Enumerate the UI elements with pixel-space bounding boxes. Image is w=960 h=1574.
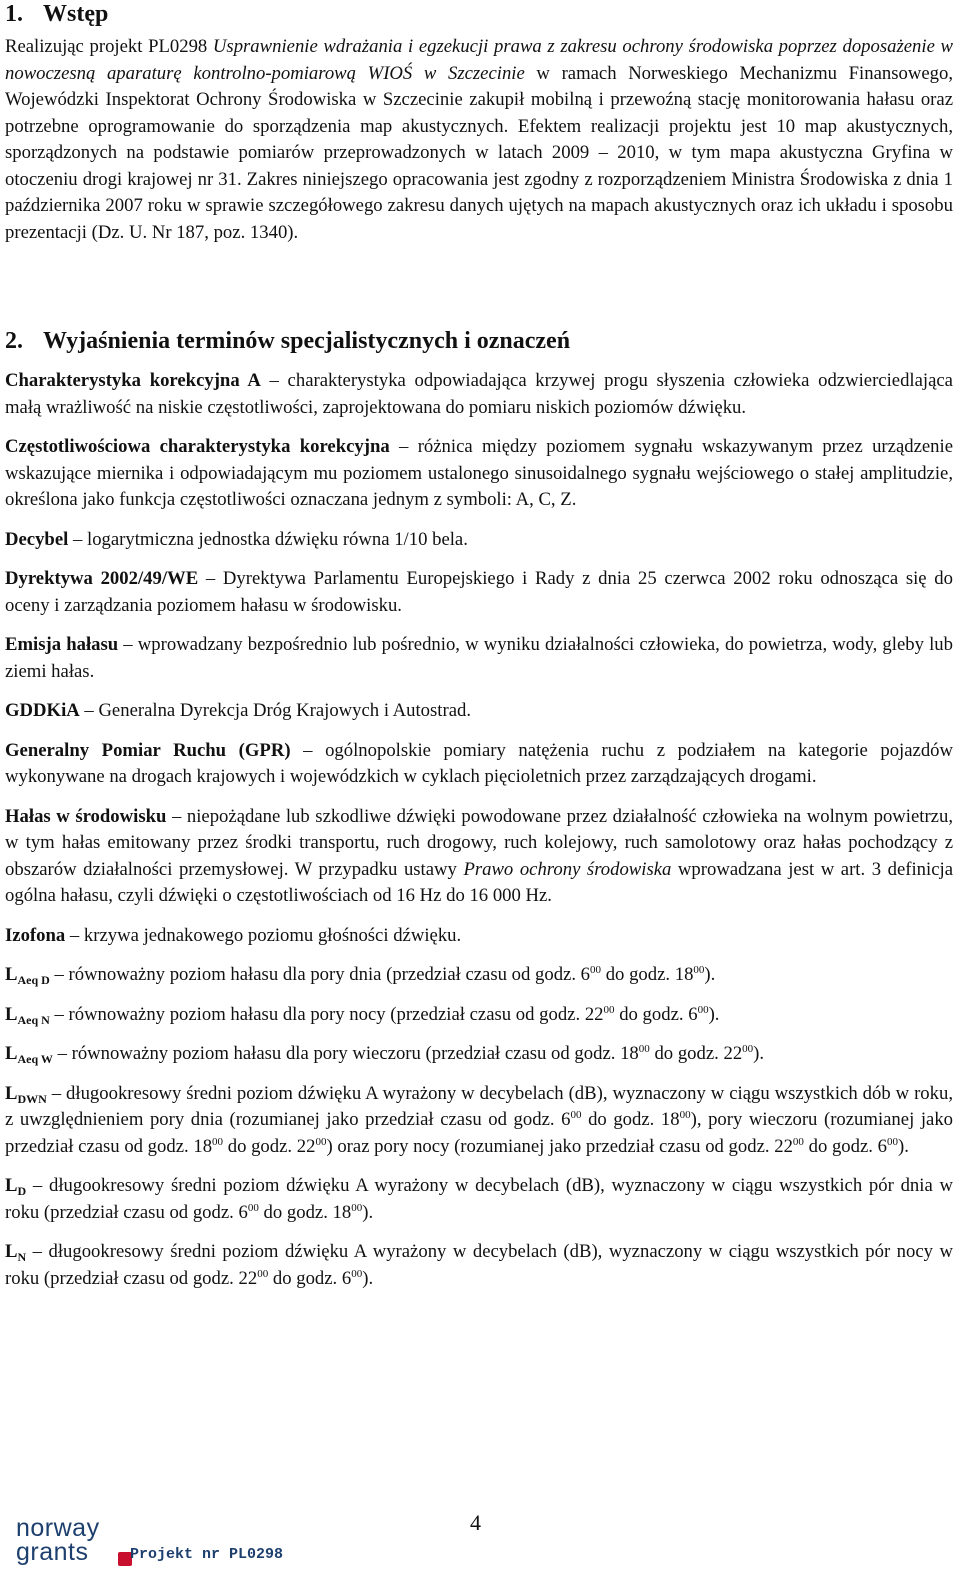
definition-text: – ogólnopolskie pomiary natężenia ruchu z podziałem na kategorie pojazdów wykonywane na drogach krajowych i wojewódzkich w cyklach pięcioletnich przez zarządzających drogami. — [5, 739, 954, 787]
intro-paragraph — [5, 34, 953, 246]
definition — [5, 632, 953, 685]
definition-text: do godz. 6 — [614, 1003, 698, 1025]
definition — [5, 698, 953, 725]
page-footer — [0, 1500, 960, 1574]
definition-laeq-d — [5, 962, 953, 989]
section-title: Wstęp — [43, 1, 109, 27]
term: Izofona — [5, 924, 66, 946]
definition — [5, 527, 953, 554]
superscript: 00 — [590, 964, 602, 976]
logo-wordmark — [16, 1516, 100, 1564]
term: Emisja hałasu — [5, 634, 119, 655]
symbol — [5, 1004, 50, 1025]
symbol-subscript: Aeq N — [17, 1012, 50, 1027]
term: Charakterystyka korekcyjna A — [5, 370, 261, 391]
symbol-subscript: Aeq W — [17, 1052, 53, 1066]
superscript: 00 — [886, 1135, 898, 1148]
superscript: 00 — [792, 1135, 804, 1148]
definition-text: ). — [362, 1201, 374, 1223]
definition-text: – wprowadzany bezpośrednio lub pośrednio, w wyniku działalności człowieka, do powietrza, wody, gleby lub ziemi hałas. — [5, 634, 953, 682]
definition — [5, 566, 953, 619]
superscript: 00 — [679, 1109, 691, 1121]
definition — [5, 804, 953, 910]
superscript: 00 — [351, 1267, 363, 1280]
definition-text: – równoważny poziom hałasu dla pory wieczoru (przedział czasu od godz. 18 — [52, 1043, 639, 1064]
symbol-base: L — [5, 1003, 18, 1025]
symbol-subscript: N — [17, 1250, 27, 1264]
definition-text: – różnica między poziomem sygnału wskazywanym przez urządzenie wskazujące miernika i odpowiadającym mu poziomem ustalonego sinusoidalnego sygnału wejściowego o stałej amplitudzie, określona jako funkcja częstotliwości oznaczana jednym z symboli: A, C, Z. — [5, 436, 953, 510]
superscript: 00 — [697, 1003, 709, 1016]
definition-text: do godz. 18 — [601, 964, 694, 985]
definition-text: do godz. 6 — [268, 1267, 352, 1289]
term: Dyrektywa 2002/49/WE — [5, 568, 199, 589]
definition — [5, 434, 953, 514]
project-number: Projekt nr PL0298 — [130, 1546, 284, 1563]
definition-laeq-w — [5, 1041, 953, 1068]
definition-text: ). — [897, 1135, 909, 1157]
symbol-subscript: DWN — [17, 1091, 47, 1106]
superscript: 00 — [257, 1267, 269, 1280]
definition-text: – długookresowy średni poziom dźwięku A wyrażony w decybelach (dB), wyznaczony w ciągu wszystkich dób w roku, z uwzględnieniem pory dnia (rozumianej jako przedział czasu od godz. 6 — [5, 1082, 953, 1130]
definition — [5, 738, 953, 791]
section-number: 1. — [5, 1, 23, 27]
intro-text: Realizując projekt PL0298 — [5, 36, 213, 57]
symbol — [5, 964, 50, 985]
symbol-base: L — [5, 1175, 18, 1196]
definition-ln — [5, 1239, 953, 1292]
symbol-base: L — [5, 1043, 18, 1064]
term: Częstotliwościowa charakterystyka korekcyjna — [5, 436, 390, 457]
definition-text: do godz. 6 — [803, 1135, 887, 1157]
section-number: 2. — [5, 328, 23, 354]
superscript: 00 — [638, 1043, 650, 1055]
law-title: Prawo ochrony środowiska — [463, 858, 672, 880]
symbol-subscript: D — [17, 1184, 27, 1198]
logo-line-2: grants — [16, 1538, 89, 1566]
norway-grants-logo — [8, 1510, 128, 1570]
definition-text: – długookresowy średni poziom dźwięku A wyrażony w decybelach (dB), wyznaczony w ciągu wszystkich pór nocy w roku (przedział czasu od godz. 22 — [5, 1241, 953, 1289]
symbol-base: L — [5, 964, 18, 985]
section-2-heading — [5, 327, 570, 355]
definition-laeq-n — [5, 1002, 953, 1029]
definition-text: ). — [708, 1003, 720, 1025]
section-1-heading — [5, 0, 108, 28]
page-number: 4 — [470, 1510, 481, 1535]
project-title: Usprawnienie wdrażania i egzekucji prawa z zakresu ochrony środowiska poprzez doposażenie w nowoczesną aparaturę kontrolno-pomiarową WIOŚ w Szczecinie — [5, 36, 953, 84]
definition-text: – długookresowy średni poziom dźwięku A wyrażony w decybelach (dB), wyznaczony w ciągu wszystkich pór dnia w roku (przedział czasu od godz. 6 — [5, 1175, 953, 1223]
superscript: 00 — [742, 1043, 754, 1055]
definitions-list — [5, 368, 953, 1305]
symbol-subscript: Aeq D — [17, 973, 50, 987]
superscript: 00 — [212, 1135, 224, 1148]
intro-text-cont: w ramach Norweskiego Mechanizmu Finansowego, Wojewódzki Inspektorat Ochrony Środowiska w Szczecinie zakupił mobilną i przewoźną stację monitorowania hałasu oraz potrzebne oprogramowanie do sporządzenia map akustycznych. Efektem realizacji projektu jest 10 map akustycznych, sporządzonych na podstawie pomiarów przeprowadzonych w latach 2009 – 2010, w tym mapa akustyczna Gryfina w otoczeniu drogi krajowej nr 31. Zakres niniejszego opracowania jest zgodny z rozporządzeniem Ministra Środowiska z dnia 1 października 2007 roku w sprawie szczegółowego zakresu danych ujętych na mapach akustycznych oraz ich układu i sposobu prezentacji (Dz. U. Nr 187, poz. 1340). — [5, 62, 953, 243]
definition-text: do godz. 18 — [258, 1201, 352, 1223]
definition-text: – logarytmiczna jednostka dźwięku równa 1/10 bela. — [68, 528, 468, 550]
definition-text: do godz. 18 — [581, 1109, 680, 1130]
term: Decybel — [5, 528, 69, 550]
definition-text: – charakterystyka odpowiadająca krzywej progu słyszenia człowieka odzwierciedlająca małą wrażliwość na niskie częstotliwości, zaprojektowana do pomiaru niskich poziomów dźwięku. — [5, 370, 953, 418]
definition-text: ), pory wieczoru (rozumianej jako przedział czasu od godz. 18 — [5, 1109, 954, 1157]
symbol-base: L — [5, 1241, 18, 1262]
symbol-base: L — [5, 1082, 18, 1104]
definition-text: – równoważny poziom hałasu dla pory dnia (przedział czasu od godz. 6 — [49, 964, 591, 985]
definition-text: – Generalna Dyrekcja Dróg Krajowych i Autostrad. — [79, 700, 472, 721]
definition — [5, 923, 953, 950]
definition-text: do godz. 22 — [223, 1135, 316, 1157]
term: GDDKiA — [5, 700, 80, 721]
superscript: 00 — [247, 1201, 259, 1214]
superscript: 00 — [603, 1003, 615, 1016]
symbol — [5, 1083, 47, 1104]
definition-text: ) oraz pory nocy (rozumianej jako przedział czasu od godz. 22 — [326, 1135, 793, 1157]
term: Generalny Pomiar Ruchu (GPR) — [5, 739, 291, 761]
superscript: 00 — [693, 964, 705, 976]
superscript: 00 — [351, 1201, 363, 1214]
symbol — [5, 1241, 26, 1262]
definition-text: – równoważny poziom hałasu dla pory nocy (przedział czasu od godz. 22 — [49, 1003, 604, 1025]
definition-text: do godz. 22 — [649, 1043, 743, 1064]
definition-text-cont: wprowadzana jest w art. 3 definicja ogólna hałasu, czyli dźwięki o częstotliwościach od 16 Hz do 16 000 Hz. — [5, 858, 953, 906]
definition-ldwn — [5, 1081, 953, 1161]
definition-text: – krzywa jednakowego poziomu głośności dźwięku. — [65, 924, 462, 946]
term: Hałas w środowisku — [5, 805, 167, 827]
definition-ld — [5, 1173, 953, 1226]
section-title: Wyjaśnienia terminów specjalistycznych i oznaczeń — [43, 328, 571, 354]
definition — [5, 368, 953, 421]
logo-line-1: norway — [16, 1514, 100, 1542]
definition-text: ). — [704, 964, 716, 985]
definition-text: – Dyrektywa Parlamentu Europejskiego i Rady z dnia 25 czerwca 2002 roku odnosząca się do oceny i zarządzania poziomem hałasu w środowisku. — [5, 568, 953, 616]
superscript: 00 — [315, 1135, 327, 1148]
definition-text: ). — [362, 1267, 374, 1289]
definition-text: ). — [753, 1043, 765, 1064]
symbol — [5, 1175, 26, 1196]
symbol — [5, 1043, 53, 1064]
definition-text: – niepożądane lub szkodliwe dźwięki powodowane przez działalność człowieka na wolnym powietrzu, w tym hałas emitowany przez środki transportu, ruch drogowy, ruch kolejowy, ruch samolotowy oraz hałas pochodzący z obszarów działalności przemysłowej. W przypadku ustawy — [5, 805, 953, 880]
superscript: 00 — [570, 1109, 582, 1121]
